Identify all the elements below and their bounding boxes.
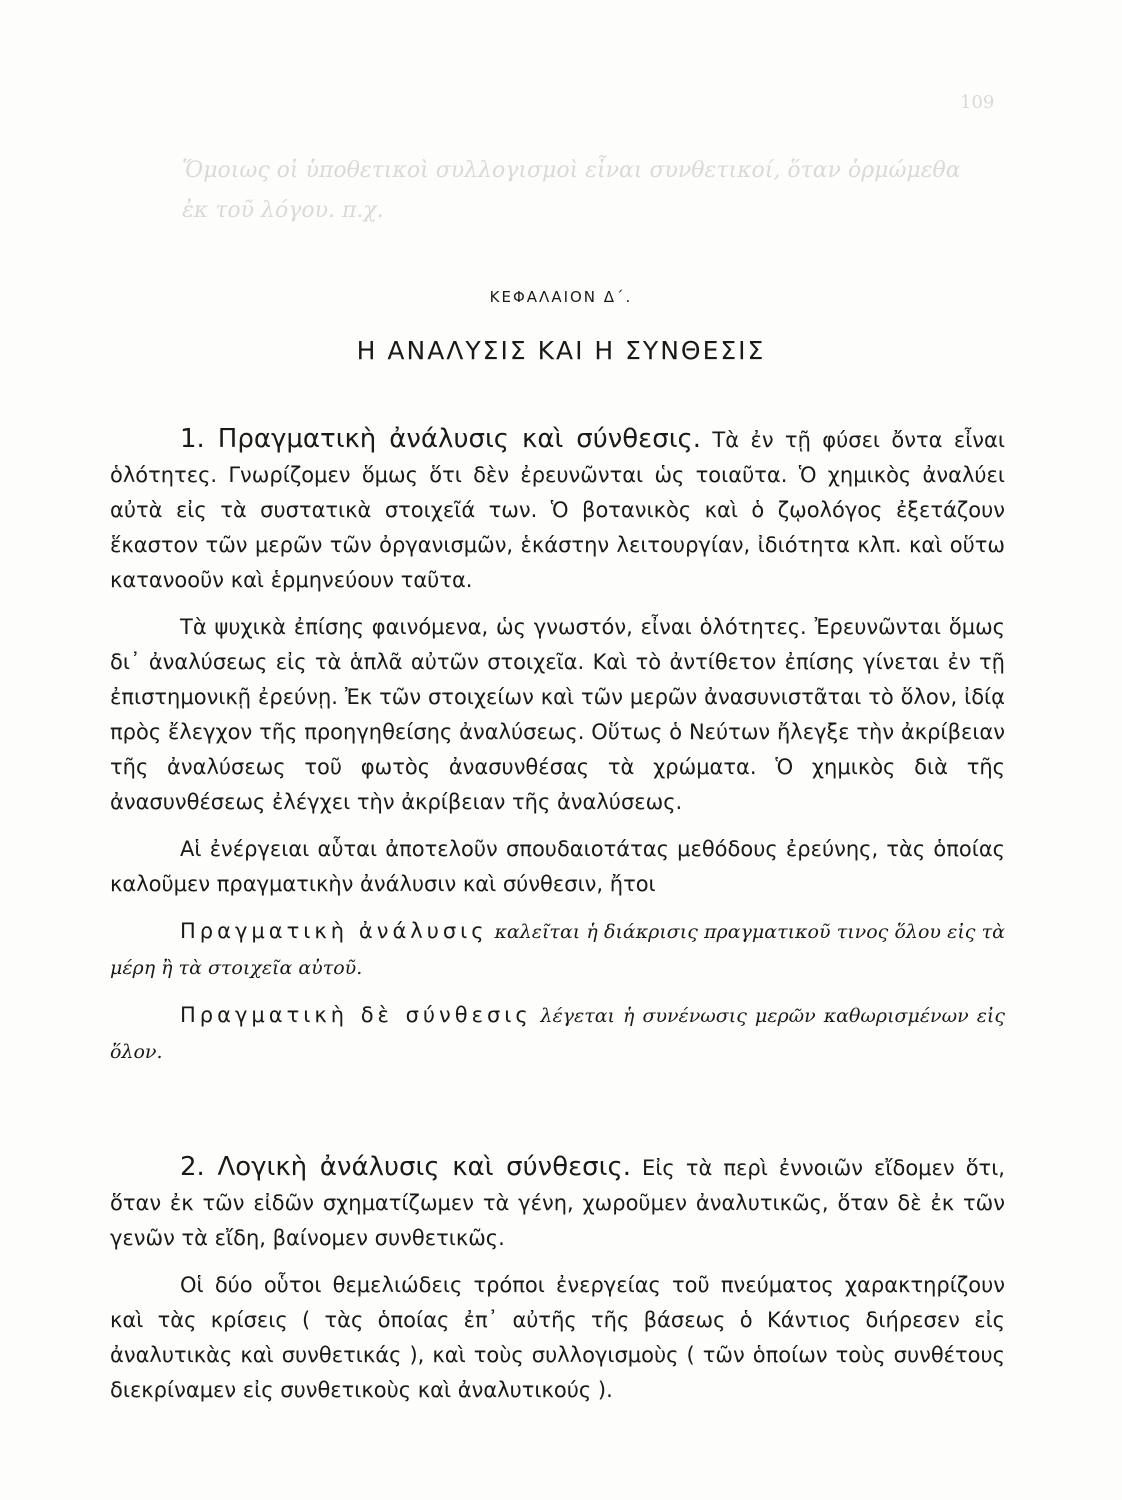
section-2-paragraph-1-text: Εἰς τὰ περὶ ἐννοιῶν εἴδομεν ὅτι, ὅταν ἐκ τῶν εἰδῶν σχηματίζωμεν τὰ γένη, χωροῦμεν ἀναλυτικῶς, ὅταν δὲ ἐκ τῶν γενῶν τὰ εἴδη, βαίνομεν συνθετικῶς.	[110, 1156, 1005, 1250]
definition-text: λέγεται ἡ συνένωσις μερῶν καθωρισμένων εἰς ὅλον.	[110, 1005, 1005, 1063]
section-1-paragraph-1-text: Τὰ ἐν τῇ φύσει ὄντα εἶναι ὁλότητες. Γνωρίζομεν ὅμως ὅτι δὲν ἐρευνῶνται ὡς τοιαῦτα. Ὁ χημικὸς ἀναλύει αὐτὰ εἰς τὰ συστατικὰ στοιχεῖά των. Ὁ βοτανικὸς καὶ ὁ ζῳολόγος ἐξετάζουν ἕκαστον τῶν μερῶν τῶν ὀργανισμῶν, ἑκάστην λειτουργίαν, ἰδιότητα κλπ. καὶ οὕτω κατανοοῦν καὶ ἑρμηνεύουν ταῦτα.	[110, 428, 1005, 592]
section-1-paragraph-1	[110, 422, 1005, 598]
chapter-label: ΚΕΦΑΛΑΙΟΝ Δ΄.	[489, 288, 633, 306]
definition-term: Πραγματικὴ δὲ σύνθεσις	[180, 1003, 532, 1027]
bleed-page-number: 109	[960, 92, 995, 113]
definition-term: Πραγματικὴ ἀνάλυσις	[180, 919, 488, 943]
definition-real-synthesis	[110, 998, 1005, 1070]
bleed-line-1: Ὅμοιως οἱ ὑποθετικοὶ συλλογισμοὶ εἶναι συνθετικοί, ὅταν ὁρμώμεθα	[182, 158, 961, 183]
chapter-title: Η ΑΝΑΛΥΣΙΣ ΚΑΙ Η ΣΥΝΘΕΣΙΣ	[356, 336, 766, 365]
section-2	[110, 1150, 1005, 1408]
section-2-heading: 2. Λογικὴ ἀνάλυσις καὶ σύνθεσις.	[180, 1152, 631, 1182]
bleed-line-2: ἐκ τοῦ λόγου. π.χ.	[182, 198, 384, 223]
section-2-paragraph-2: Οἱ δύο οὗτοι θεμελιώδεις τρόποι ἐνεργείας τοῦ πνεύματος χαρακτηρίζουν καὶ τὰς κρίσεις ( τὰς ὁποίας ἐπ᾽ αὐτῆς τῆς βάσεως ὁ Κάντιος διήρεσεν εἰς ἀναλυτικὰς καὶ συνθετικάς ), καὶ τοὺς συλλογισμοὺς ( τῶν ὁποίων τοὺς συνθέτους διεκρίναμεν εἰς συνθετικοὺς καὶ ἀναλυτικούς ).	[110, 1273, 1005, 1402]
section-1-heading: 1. Πραγματικὴ ἀνάλυσις καὶ σύνθεσις.	[180, 424, 702, 454]
section-1	[110, 422, 1005, 1070]
definition-real-analysis	[110, 914, 1005, 986]
section-1-paragraph-3: Αἱ ἐνέργειαι αὗται ἀποτελοῦν σπουδαιοτάτας μεθόδους ἐρεύνης, τὰς ὁποίας καλοῦμεν πραγματικὴν ἀνάλυσιν καὶ σύνθεσιν, ἤτοι	[110, 837, 1005, 896]
section-2-paragraph-1	[110, 1150, 1005, 1256]
definition-text: καλεῖται ἡ διάκρισις πραγματικοῦ τινος ὅλου εἰς τὰ μέρη ἢ τὰ στοιχεῖα αὐτοῦ.	[110, 921, 1005, 979]
section-1-paragraph-2: Τὰ ψυχικὰ ἐπίσης φαινόμενα, ὡς γνωστόν, εἶναι ὁλότητες. Ἐρευνῶνται ὅμως δι᾽ ἀναλύσεως εἰς τὰ ἁπλᾶ αὐτῶν στοιχεῖα. Καὶ τὸ ἀντίθετον ἐπίσης γίνεται ἐν τῇ ἐπιστημονικῇ ἐρεύνῃ. Ἐκ τῶν στοιχείων καὶ τῶν μερῶν ἀνασυνιστᾶται τὸ ὅλον, ἰδίᾳ πρὸς ἔλεγχον τῆς προηγηθείσης ἀναλύσεως. Οὕτως ὁ Νεύτων ἤλεγξε τὴν ἀκρίβειαν τῆς ἀναλύσεως τοῦ φωτὸς ἀνασυνθέσας τὰ χρώματα. Ὁ χημικὸς διὰ τῆς ἀνασυνθέσεως ἐλέγχει τὴν ἀκρίβειαν τῆς ἀναλύσεως.	[110, 615, 1005, 814]
